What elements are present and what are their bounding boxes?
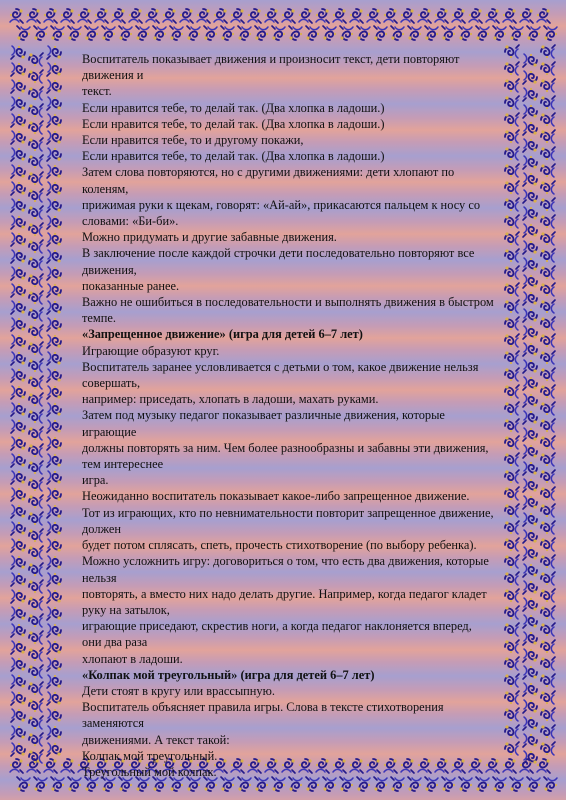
text-line: Колпак мой треугольный. bbox=[82, 748, 218, 763]
swirl-ornament-icon bbox=[541, 640, 555, 653]
swirl-ornament-icon bbox=[95, 9, 108, 23]
text-line: коленям, bbox=[82, 181, 129, 196]
text-line: будет потом сплясать, спеть, прочесть стихотворение (по выбору ребенка). bbox=[82, 538, 477, 553]
swirl-ornament-icon bbox=[11, 437, 25, 450]
swirl-ornament-icon bbox=[47, 624, 61, 637]
swirl-ornament-icon bbox=[29, 325, 43, 338]
swirl-ornament-icon bbox=[11, 301, 25, 314]
swirl-ornament-icon bbox=[11, 216, 25, 229]
swirl-ornament-icon bbox=[29, 716, 43, 729]
text-line: нельзя bbox=[82, 570, 117, 585]
swirl-ornament-icon bbox=[47, 726, 61, 739]
swirl-ornament-icon bbox=[374, 26, 387, 40]
border-left bbox=[11, 46, 61, 763]
swirl-ornament-icon bbox=[47, 556, 61, 569]
swirl-ornament-icon bbox=[47, 709, 61, 722]
swirl-ornament-icon bbox=[541, 504, 555, 517]
swirl-ornament-icon bbox=[47, 573, 61, 586]
swirl-ornament-icon bbox=[391, 26, 404, 40]
swirl-ornament-icon bbox=[29, 308, 43, 321]
swirl-ornament-icon bbox=[442, 26, 455, 40]
swirl-ornament-icon bbox=[47, 46, 61, 59]
swirl-ornament-icon bbox=[541, 453, 555, 466]
swirl-ornament-icon bbox=[119, 26, 132, 40]
swirl-ornament-icon bbox=[425, 26, 438, 40]
swirl-ornament-icon bbox=[47, 216, 61, 229]
swirl-ornament-icon bbox=[27, 759, 40, 773]
swirl-ornament-icon bbox=[29, 393, 43, 406]
swirl-ornament-icon bbox=[282, 9, 295, 23]
swirl-ornament-icon bbox=[17, 777, 30, 791]
swirl-ornament-icon bbox=[29, 495, 43, 508]
swirl-ornament-icon bbox=[47, 284, 61, 297]
swirl-ornament-icon bbox=[85, 26, 98, 40]
swirl-ornament-icon bbox=[541, 300, 555, 313]
swirl-ornament-icon bbox=[29, 733, 43, 746]
swirl-ornament-icon bbox=[214, 9, 227, 23]
swirl-ornament-icon bbox=[29, 359, 43, 372]
swirl-ornament-icon bbox=[265, 9, 278, 23]
swirl-ornament-icon bbox=[11, 114, 25, 127]
text-line: хлопают в ладоши. bbox=[82, 651, 183, 666]
swirl-ornament-icon bbox=[29, 461, 43, 474]
swirl-ornament-icon bbox=[47, 522, 61, 535]
text-line: Важно не ошибиться в последовательности и выполнять движения в быстром bbox=[82, 295, 494, 310]
swirl-ornament-icon bbox=[29, 597, 43, 610]
swirl-ornament-icon bbox=[29, 444, 43, 457]
swirl-ornament-icon bbox=[306, 26, 319, 40]
swirl-ornament-icon bbox=[29, 172, 43, 185]
swirl-ornament-icon bbox=[11, 471, 25, 484]
swirl-ornament-icon bbox=[11, 46, 25, 59]
swirl-ornament-icon bbox=[527, 777, 540, 791]
swirl-ornament-icon bbox=[541, 470, 555, 483]
swirl-ornament-icon bbox=[47, 369, 61, 382]
swirl-ornament-icon bbox=[316, 9, 329, 23]
text-line: должны повторять за ним. Чем более разнообразны и забавны эти движения, bbox=[82, 440, 489, 455]
swirl-ornament-icon bbox=[537, 759, 550, 773]
swirl-ornament-icon bbox=[11, 233, 25, 246]
swirl-ornament-icon bbox=[44, 9, 57, 23]
swirl-ornament-icon bbox=[29, 291, 43, 304]
swirl-ornament-icon bbox=[541, 181, 555, 194]
swirl-ornament-icon bbox=[541, 691, 555, 704]
section-heading: «Запрещенное движение» (игра для детей 6–7 лет) bbox=[82, 327, 363, 342]
swirl-ornament-icon bbox=[238, 26, 251, 40]
swirl-ornament-icon bbox=[11, 522, 25, 535]
swirl-ornament-icon bbox=[47, 437, 61, 450]
swirl-ornament-icon bbox=[11, 131, 25, 144]
text-line: движения и bbox=[82, 68, 144, 83]
swirl-ornament-icon bbox=[11, 675, 25, 688]
swirl-ornament-icon bbox=[541, 79, 555, 92]
text-line: Треугольный мой колпак. bbox=[82, 764, 217, 779]
text-line: играющие bbox=[82, 424, 137, 439]
swirl-ornament-icon bbox=[323, 26, 336, 40]
swirl-ornament-icon bbox=[29, 189, 43, 202]
swirl-ornament-icon bbox=[47, 301, 61, 314]
section-heading: «Колпак мой треугольный» (игра для детей 6–7 лет) bbox=[82, 667, 375, 682]
swirl-ornament-icon bbox=[541, 164, 555, 177]
swirl-ornament-icon bbox=[47, 539, 61, 552]
text-line: словами: «Би-би». bbox=[82, 214, 179, 229]
swirl-ornament-icon bbox=[541, 368, 555, 381]
swirl-ornament-icon bbox=[11, 369, 25, 382]
swirl-ornament-icon bbox=[11, 148, 25, 161]
swirl-ornament-icon bbox=[11, 692, 25, 705]
swirl-ornament-icon bbox=[29, 546, 43, 559]
text-line: Играющие образуют круг. bbox=[82, 343, 220, 358]
swirl-ornament-icon bbox=[47, 454, 61, 467]
swirl-ornament-icon bbox=[29, 427, 43, 440]
swirl-ornament-icon bbox=[510, 26, 523, 40]
swirl-ornament-icon bbox=[47, 318, 61, 331]
swirl-ornament-icon bbox=[47, 743, 61, 756]
text-line: Неожиданно воспитатель показывает какое-либо запрещенное движение. bbox=[82, 489, 470, 504]
text-line: Воспитатель показывает движения и произносит текст, дети повторяют bbox=[82, 52, 460, 66]
swirl-ornament-icon bbox=[11, 318, 25, 331]
swirl-ornament-icon bbox=[47, 233, 61, 246]
swirl-ornament-icon bbox=[11, 97, 25, 110]
swirl-ornament-icon bbox=[11, 573, 25, 586]
swirl-ornament-icon bbox=[47, 114, 61, 127]
swirl-ornament-icon bbox=[29, 376, 43, 389]
swirl-ornament-icon bbox=[541, 45, 555, 58]
swirl-ornament-icon bbox=[248, 9, 261, 23]
text-line: совершать, bbox=[82, 376, 141, 391]
text-line: В заключение после каждой строчки дети последовательно повторяют все bbox=[82, 246, 475, 261]
swirl-ornament-icon bbox=[11, 63, 25, 76]
text-line: заменяются bbox=[82, 716, 144, 731]
text-line: Если нравится тебе, то делай так. (Два хлопка в ладоши.) bbox=[82, 100, 385, 115]
swirl-ornament-icon bbox=[541, 232, 555, 245]
swirl-ornament-icon bbox=[544, 26, 557, 40]
swirl-ornament-icon bbox=[146, 9, 159, 23]
swirl-ornament-icon bbox=[476, 26, 489, 40]
swirl-ornament-icon bbox=[153, 26, 166, 40]
swirl-ornament-icon bbox=[11, 182, 25, 195]
swirl-ornament-icon bbox=[11, 743, 25, 756]
swirl-ornament-icon bbox=[357, 26, 370, 40]
swirl-ornament-icon bbox=[541, 742, 555, 755]
swirl-ornament-icon bbox=[47, 131, 61, 144]
swirl-ornament-icon bbox=[11, 556, 25, 569]
swirl-ornament-icon bbox=[136, 26, 149, 40]
swirl-ornament-icon bbox=[180, 9, 193, 23]
swirl-ornament-icon bbox=[541, 113, 555, 126]
text-line: Затем слова повторяются, но с другими движениями: дети хлопают по bbox=[82, 165, 455, 180]
text-line: игра. bbox=[82, 473, 109, 488]
text-line: темпе. bbox=[82, 311, 116, 326]
text-line: Дети стоят в кругу или врассыпную. bbox=[82, 683, 275, 698]
swirl-ornament-icon bbox=[27, 9, 40, 23]
swirl-ornament-icon bbox=[541, 538, 555, 551]
text-line: Если нравится тебе, то делай так. (Два хлопка в ладоши.) bbox=[82, 116, 385, 131]
swirl-ornament-icon bbox=[11, 658, 25, 671]
swirl-ornament-icon bbox=[503, 9, 516, 23]
swirl-ornament-icon bbox=[11, 250, 25, 263]
text-line: движениями. А текст такой: bbox=[82, 732, 230, 747]
swirl-ornament-icon bbox=[541, 555, 555, 568]
swirl-ornament-icon bbox=[541, 147, 555, 160]
swirl-ornament-icon bbox=[47, 488, 61, 501]
swirl-ornament-icon bbox=[541, 657, 555, 670]
swirl-ornament-icon bbox=[197, 9, 210, 23]
swirl-ornament-icon bbox=[47, 403, 61, 416]
swirl-ornament-icon bbox=[47, 335, 61, 348]
swirl-ornament-icon bbox=[29, 70, 43, 83]
text-line: прижимая руки к щекам, говорят: «Ай-ай», прикасаются пальцем к носу со bbox=[82, 197, 481, 212]
swirl-ornament-icon bbox=[11, 590, 25, 603]
swirl-ornament-icon bbox=[452, 9, 465, 23]
swirl-ornament-icon bbox=[541, 334, 555, 347]
swirl-ornament-icon bbox=[47, 165, 61, 178]
swirl-ornament-icon bbox=[11, 726, 25, 739]
swirl-ornament-icon bbox=[541, 96, 555, 109]
swirl-ornament-icon bbox=[163, 9, 176, 23]
swirl-ornament-icon bbox=[486, 9, 499, 23]
swirl-ornament-icon bbox=[11, 488, 25, 501]
text-line: Можно усложнить игру: договориться о том, что есть два движения, которые bbox=[82, 554, 489, 569]
swirl-ornament-icon bbox=[11, 624, 25, 637]
swirl-ornament-icon bbox=[47, 80, 61, 93]
swirl-ornament-icon bbox=[47, 641, 61, 654]
swirl-ornament-icon bbox=[112, 9, 125, 23]
swirl-ornament-icon bbox=[11, 539, 25, 552]
swirl-ornament-icon bbox=[418, 9, 431, 23]
swirl-ornament-icon bbox=[29, 121, 43, 134]
swirl-ornament-icon bbox=[68, 777, 81, 791]
swirl-ornament-icon bbox=[47, 182, 61, 195]
swirl-ornament-icon bbox=[29, 138, 43, 151]
swirl-ornament-icon bbox=[47, 97, 61, 110]
swirl-ornament-icon bbox=[29, 563, 43, 576]
swirl-ornament-icon bbox=[541, 215, 555, 228]
swirl-ornament-icon bbox=[47, 658, 61, 671]
swirl-ornament-icon bbox=[10, 9, 23, 23]
swirl-ornament-icon bbox=[47, 607, 61, 620]
swirl-ornament-icon bbox=[11, 267, 25, 280]
swirl-ornament-icon bbox=[11, 505, 25, 518]
swirl-ornament-icon bbox=[11, 199, 25, 212]
swirl-ornament-icon bbox=[129, 9, 142, 23]
swirl-ornament-icon bbox=[541, 623, 555, 636]
swirl-ornament-icon bbox=[17, 26, 30, 40]
swirl-ornament-icon bbox=[204, 26, 217, 40]
swirl-ornament-icon bbox=[459, 26, 472, 40]
swirl-ornament-icon bbox=[29, 257, 43, 270]
swirl-ornament-icon bbox=[29, 410, 43, 423]
swirl-ornament-icon bbox=[541, 130, 555, 143]
swirl-ornament-icon bbox=[29, 665, 43, 678]
swirl-ornament-icon bbox=[541, 419, 555, 432]
text-line: Затем под музыку педагог показывает различные движения, которые bbox=[82, 408, 445, 423]
swirl-ornament-icon bbox=[34, 777, 47, 791]
swirl-ornament-icon bbox=[29, 342, 43, 355]
swirl-ornament-icon bbox=[541, 674, 555, 687]
text-line: движения, bbox=[82, 262, 137, 277]
text-line: Если нравится тебе, то и другому покажи, bbox=[82, 133, 304, 148]
swirl-ornament-icon bbox=[47, 267, 61, 280]
swirl-ornament-icon bbox=[469, 9, 482, 23]
swirl-ornament-icon bbox=[544, 777, 557, 791]
swirl-ornament-icon bbox=[29, 478, 43, 491]
swirl-ornament-icon bbox=[29, 240, 43, 253]
swirl-ornament-icon bbox=[51, 777, 64, 791]
swirl-ornament-icon bbox=[47, 63, 61, 76]
swirl-ornament-icon bbox=[541, 62, 555, 75]
text-line: показанные ранее. bbox=[82, 278, 180, 293]
text-line: повторять, а вместо них надо делать другие. Например, когда педагог кладет bbox=[82, 586, 487, 601]
text-line: Если нравится тебе, то делай так. (Два хлопка в ладоши.) bbox=[82, 149, 385, 164]
swirl-ornament-icon bbox=[541, 725, 555, 738]
swirl-ornament-icon bbox=[289, 26, 302, 40]
swirl-ornament-icon bbox=[29, 155, 43, 168]
swirl-ornament-icon bbox=[29, 580, 43, 593]
swirl-ornament-icon bbox=[11, 80, 25, 93]
swirl-ornament-icon bbox=[29, 529, 43, 542]
swirl-ornament-icon bbox=[11, 454, 25, 467]
swirl-ornament-icon bbox=[61, 9, 74, 23]
swirl-ornament-icon bbox=[29, 87, 43, 100]
swirl-ornament-icon bbox=[255, 26, 268, 40]
text-line: руку на затылок, bbox=[82, 602, 170, 617]
swirl-ornament-icon bbox=[541, 385, 555, 398]
swirl-ornament-icon bbox=[29, 53, 43, 66]
text-line: должен bbox=[82, 521, 122, 536]
swirl-ornament-icon bbox=[408, 26, 421, 40]
swirl-ornament-icon bbox=[78, 9, 91, 23]
swirl-ornament-icon bbox=[333, 9, 346, 23]
swirl-ornament-icon bbox=[527, 26, 540, 40]
text-line: тем интереснее bbox=[82, 457, 164, 472]
swirl-ornament-icon bbox=[29, 614, 43, 627]
swirl-ornament-icon bbox=[47, 386, 61, 399]
swirl-ornament-icon bbox=[11, 709, 25, 722]
swirl-ornament-icon bbox=[11, 403, 25, 416]
swirl-ornament-icon bbox=[350, 9, 363, 23]
swirl-ornament-icon bbox=[11, 641, 25, 654]
swirl-ornament-icon bbox=[29, 682, 43, 695]
swirl-ornament-icon bbox=[51, 26, 64, 40]
swirl-ornament-icon bbox=[29, 274, 43, 287]
swirl-ornament-icon bbox=[541, 487, 555, 500]
swirl-ornament-icon bbox=[34, 26, 47, 40]
swirl-ornament-icon bbox=[367, 9, 380, 23]
swirl-ornament-icon bbox=[541, 198, 555, 211]
swirl-ornament-icon bbox=[47, 199, 61, 212]
swirl-ornament-icon bbox=[231, 9, 244, 23]
swirl-ornament-icon bbox=[299, 9, 312, 23]
swirl-ornament-icon bbox=[47, 471, 61, 484]
swirl-ornament-icon bbox=[340, 26, 353, 40]
swirl-ornament-icon bbox=[47, 352, 61, 365]
swirl-ornament-icon bbox=[435, 9, 448, 23]
swirl-ornament-icon bbox=[170, 26, 183, 40]
swirl-ornament-icon bbox=[47, 250, 61, 263]
swirl-ornament-icon bbox=[11, 386, 25, 399]
swirl-ornament-icon bbox=[44, 759, 57, 773]
swirl-ornament-icon bbox=[221, 26, 234, 40]
swirl-ornament-icon bbox=[541, 402, 555, 415]
swirl-ornament-icon bbox=[401, 9, 414, 23]
swirl-ornament-icon bbox=[541, 521, 555, 534]
swirl-ornament-icon bbox=[11, 335, 25, 348]
swirl-ornament-icon bbox=[61, 759, 74, 773]
swirl-ornament-icon bbox=[541, 317, 555, 330]
swirl-ornament-icon bbox=[102, 26, 115, 40]
swirl-ornament-icon bbox=[29, 699, 43, 712]
swirl-ornament-icon bbox=[29, 223, 43, 236]
swirl-ornament-icon bbox=[187, 26, 200, 40]
swirl-ornament-icon bbox=[47, 505, 61, 518]
swirl-ornament-icon bbox=[520, 9, 533, 23]
swirl-ornament-icon bbox=[29, 631, 43, 644]
swirl-ornament-icon bbox=[541, 436, 555, 449]
swirl-ornament-icon bbox=[541, 249, 555, 262]
swirl-ornament-icon bbox=[47, 692, 61, 705]
swirl-ornament-icon bbox=[11, 420, 25, 433]
swirl-ornament-icon bbox=[541, 351, 555, 364]
swirl-ornament-icon bbox=[541, 589, 555, 602]
border-top bbox=[10, 9, 557, 40]
swirl-ornament-icon bbox=[541, 708, 555, 721]
swirl-ornament-icon bbox=[493, 26, 506, 40]
swirl-ornament-icon bbox=[47, 148, 61, 161]
text-line: например: приседать, хлопать в ладоши, махать руками. bbox=[82, 392, 379, 407]
swirl-ornament-icon bbox=[11, 284, 25, 297]
document-body bbox=[82, 51, 526, 779]
text-line: Можно придумать и другие забавные движения. bbox=[82, 230, 337, 245]
text-line: Тот из играющих, кто по невнимательности повторит запрещенное движение, bbox=[82, 505, 494, 520]
swirl-ornament-icon bbox=[10, 759, 23, 773]
swirl-ornament-icon bbox=[29, 512, 43, 525]
swirl-ornament-icon bbox=[29, 104, 43, 117]
swirl-ornament-icon bbox=[541, 606, 555, 619]
swirl-ornament-icon bbox=[47, 675, 61, 688]
swirl-ornament-icon bbox=[272, 26, 285, 40]
swirl-ornament-icon bbox=[47, 590, 61, 603]
swirl-ornament-icon bbox=[47, 420, 61, 433]
text-line: они два раза bbox=[82, 635, 148, 650]
swirl-ornament-icon bbox=[384, 9, 397, 23]
swirl-ornament-icon bbox=[29, 206, 43, 219]
swirl-ornament-icon bbox=[11, 165, 25, 178]
swirl-ornament-icon bbox=[541, 283, 555, 296]
swirl-ornament-icon bbox=[68, 26, 81, 40]
swirl-ornament-icon bbox=[541, 266, 555, 279]
swirl-ornament-icon bbox=[11, 607, 25, 620]
text-line: Воспитатель заранее условливается с детьми о том, какое движение нельзя bbox=[82, 359, 479, 374]
swirl-ornament-icon bbox=[537, 9, 550, 23]
text-line: играющие приседают, скрестив ноги, а когда педагог наклоняется вперед, bbox=[82, 619, 472, 634]
text-line: текст. bbox=[82, 84, 112, 99]
swirl-ornament-icon bbox=[11, 352, 25, 365]
swirl-ornament-icon bbox=[541, 572, 555, 585]
swirl-ornament-icon bbox=[29, 648, 43, 661]
text-line: Воспитатель объясняет правила игры. Слова в тексте стихотворения bbox=[82, 700, 444, 715]
